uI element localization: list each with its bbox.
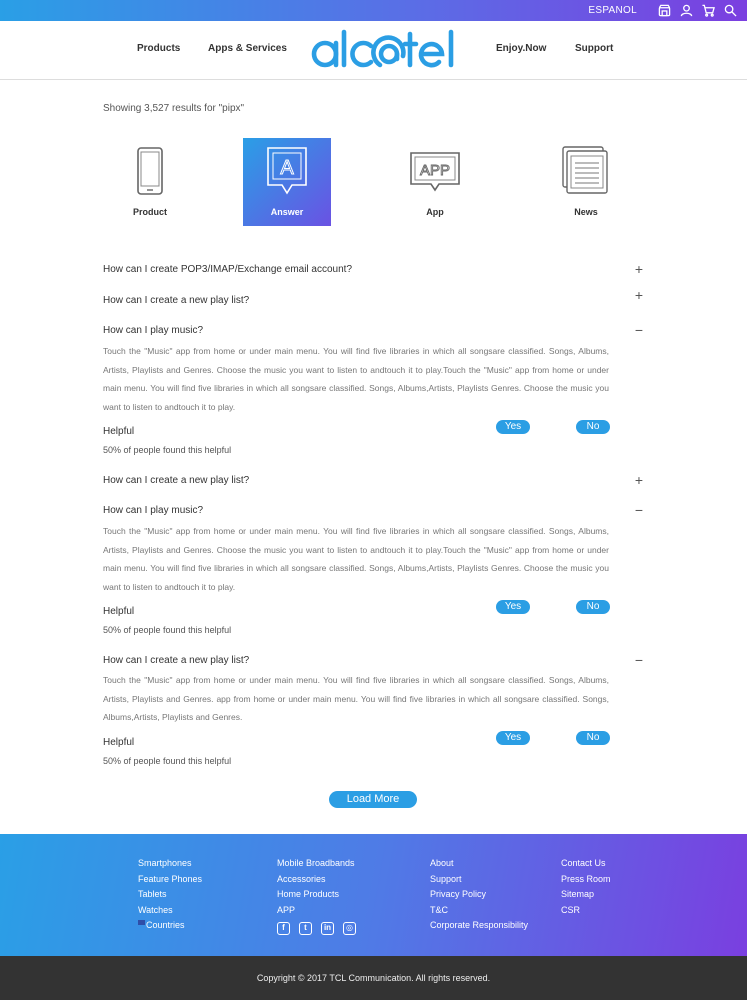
nav-item-support[interactable]: Support <box>575 43 614 54</box>
collapse-icon[interactable]: − <box>634 502 644 518</box>
helpful-label: Helpful <box>103 426 135 437</box>
faq-question[interactable]: How can I create a new play list? <box>103 295 250 306</box>
footer-link[interactable]: CSR <box>561 904 581 915</box>
instagram-icon[interactable]: ◎ <box>343 922 356 935</box>
svg-text:APP: APP <box>419 162 451 179</box>
alcatel-logo[interactable] <box>309 29 465 73</box>
footer-link[interactable]: Support <box>430 873 462 884</box>
helpful-yes-button[interactable]: Yes <box>496 420 530 434</box>
helpful-no-button[interactable]: No <box>576 731 610 745</box>
footer-link[interactable]: Feature Phones <box>138 873 203 884</box>
footer-link[interactable]: About <box>430 858 454 868</box>
countries-label: Countries <box>146 920 185 931</box>
helpful-label: Helpful <box>103 737 135 748</box>
tab-answer[interactable] <box>243 138 331 226</box>
main-navigation <box>0 21 747 80</box>
faq-question[interactable]: How can I create a new play list? <box>103 475 250 486</box>
helpful-no-button[interactable]: No <box>576 420 610 434</box>
faq-answer: Touch the "Music" app from home or under main menu. You will find five libraries in which all songsare classified. Songs, Albums, Artists, Playlists and Genres. Choose the music you want to listen to andtouch it to play.Touch the "Music" app from home or under main menu. You will find five libraries in which all songsare classified. Songs, Albums,Artists, Playlists Genres. Choose the music you want to listen to andtouch it to play. <box>103 346 609 412</box>
footer-column-products <box>277 856 365 935</box>
tab-label: Product <box>132 207 167 217</box>
social-links <box>277 922 365 935</box>
footer-link[interactable]: Privacy Policy <box>430 889 487 900</box>
footer-link[interactable]: Smartphones <box>138 858 192 868</box>
top-utility-bar <box>0 0 747 21</box>
footer-column-devices <box>138 856 202 934</box>
linkedin-icon[interactable]: in <box>321 922 334 935</box>
expand-icon[interactable]: + <box>634 261 644 277</box>
news-icon <box>542 144 630 198</box>
helpful-label: Helpful <box>103 606 135 617</box>
footer-link[interactable]: Contact Us <box>561 858 606 868</box>
footer-link[interactable]: Accessories <box>277 873 326 884</box>
collapse-icon[interactable]: − <box>634 322 644 338</box>
footer-link[interactable]: Press Room <box>561 873 611 884</box>
nav-item-enjoy-now[interactable]: Enjoy.Now <box>496 43 547 54</box>
search-icon[interactable] <box>723 4 737 18</box>
footer-link[interactable]: Home Products <box>277 889 340 900</box>
nav-item-products[interactable]: Products <box>137 43 181 54</box>
facebook-icon[interactable]: f <box>277 922 290 935</box>
collapse-icon[interactable]: − <box>634 652 644 668</box>
faq-answer: Touch the "Music" app from home or under main menu. You will find five libraries in which all songsare classified. Songs, Albums, Artists, Playlists and Genres. Choose the music you want to listen to andtouch it to play.Touch the "Music" app from home or under main menu. You will find five libraries in which all songsare classified. Songs, Albums,Artists, Playlists Genres. Choose the music you want to listen to andtouch it to play. <box>103 526 609 592</box>
helpful-yes-button[interactable]: Yes <box>496 731 530 745</box>
faq-question[interactable]: How can I play music? <box>103 505 204 516</box>
helpful-stat: 50% of people found this helpful <box>103 625 232 635</box>
footer-link[interactable]: Watches <box>138 904 173 915</box>
helpful-no-button[interactable]: No <box>576 600 610 614</box>
helpful-stat: 50% of people found this helpful <box>103 445 232 455</box>
user-icon[interactable] <box>679 4 693 18</box>
helpful-stat: 50% of people found this helpful <box>103 756 232 766</box>
phone-icon <box>106 144 194 198</box>
tab-product[interactable] <box>106 138 194 226</box>
language-link[interactable]: ESPANOL <box>588 5 637 16</box>
svg-text:A: A <box>280 157 294 179</box>
tab-news[interactable] <box>542 138 630 226</box>
expand-icon[interactable]: + <box>634 472 644 488</box>
tab-app[interactable] <box>391 138 479 226</box>
tab-label: App <box>426 207 444 217</box>
footer-link[interactable]: T&C <box>430 904 448 915</box>
footer <box>0 834 747 956</box>
store-icon[interactable] <box>657 4 671 18</box>
helpful-yes-button[interactable]: Yes <box>496 600 530 614</box>
footer-column-contact <box>561 856 611 918</box>
app-icon <box>391 144 479 198</box>
faq-answer: Touch the "Music" app from home or under main menu. You will find five libraries in which all songsare classified. Songs, Albums, Artists, Playlists and Genres. app from home or under main menu. You will find five libraries in which all songsare classified. Songs, Albums,Artists, Playlists and Genres. <box>103 675 609 723</box>
answer-icon <box>243 144 331 198</box>
expand-icon[interactable]: + <box>634 287 644 303</box>
footer-link[interactable]: APP <box>277 904 296 915</box>
results-count: Showing 3,527 results for "pipx" <box>103 103 245 114</box>
tab-label: News <box>574 207 598 217</box>
faq-question[interactable]: How can I create a new play list? <box>103 655 250 666</box>
faq-question[interactable]: How can I play music? <box>103 325 204 336</box>
copyright: Copyright © 2017 TCL Communication. All rights reserved. <box>0 956 747 1000</box>
faq-question[interactable]: How can I create POP3/IMAP/Exchange email account? <box>103 264 353 275</box>
countries-link[interactable] <box>138 918 202 934</box>
tab-label: Answer <box>270 207 304 217</box>
twitter-icon[interactable]: t <box>299 922 312 935</box>
footer-link[interactable]: Sitemap <box>561 889 595 900</box>
footer-link[interactable]: Tablets <box>138 889 167 900</box>
cart-icon[interactable] <box>701 4 715 18</box>
load-more-button[interactable]: Load More <box>329 791 417 808</box>
footer-link[interactable]: Mobile Broadbands <box>277 858 355 868</box>
footer-column-company <box>430 856 528 934</box>
nav-item-apps-services[interactable]: Apps & Services <box>208 43 287 54</box>
footer-link[interactable]: Corporate Responsibility <box>430 920 529 931</box>
